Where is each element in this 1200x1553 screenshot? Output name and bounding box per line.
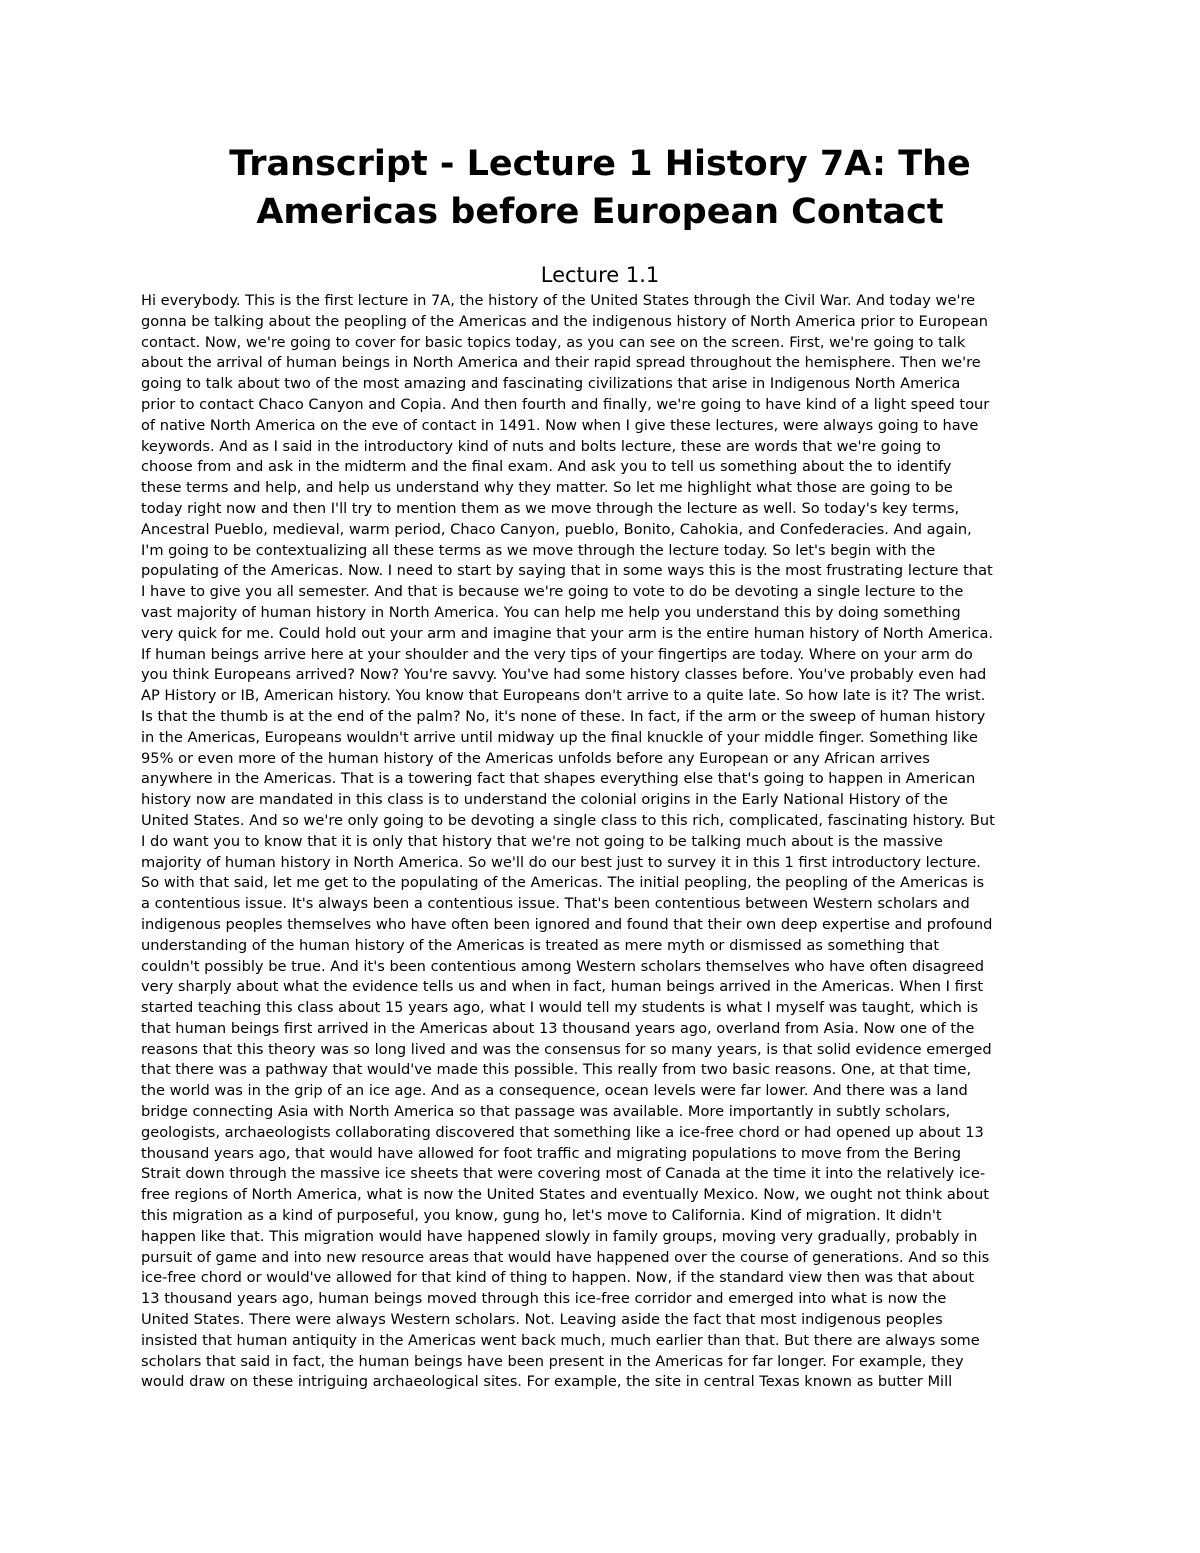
body-line: today right now and then I'll try to mention them as we move through the lecture as well. So today's key terms, <box>141 499 960 517</box>
section-heading: Lecture 1.1 <box>540 263 660 287</box>
body-line: couldn't possibly be true. And it's been contentious among Western scholars themselves who have often disagreed <box>141 957 984 975</box>
body-line: gonna be talking about the peopling of the Americas and the indigenous history of North America prior to European <box>141 312 989 330</box>
document-title <box>140 140 1060 236</box>
body-line: that human beings first arrived in the Americas about 13 thousand years ago, overland from Asia. Now one of the <box>141 1019 975 1037</box>
body-line: 95% or even more of the human history of the Americas unfolds before any European or any African arrives <box>141 749 930 767</box>
body-line: thousand years ago, that would have allowed for foot traffic and migrating populations to move from the Bering <box>141 1144 961 1162</box>
body-line: United States. And so we're only going to be devoting a single class to this rich, complicated, fascinating history. But <box>141 811 995 829</box>
body-line: choose from and ask in the midterm and the final exam. And ask you to tell us something about the to identify <box>141 458 952 476</box>
body-line: Ancestral Pueblo, medieval, warm period, Chaco Canyon, pueblo, Bonito, Cahokia, and Confederacies. And again, <box>141 520 972 538</box>
body-line: free regions of North America, what is now the United States and eventually Mexico. Now, we ought not think about <box>141 1186 989 1204</box>
body-line: these terms and help, and help us understand why they matter. So let me highlight what those are going to be <box>141 479 953 497</box>
body-line: happen like that. This migration would have happened slowly in family groups, moving very gradually, probably in <box>141 1227 978 1245</box>
body-line: If human beings arrive here at your shoulder and the very tips of your fingertips are today. Where on your arm do <box>141 645 973 663</box>
body-line: Strait down through the massive ice sheets that were covering most of Canada at the time it into the relatively ice- <box>141 1165 986 1183</box>
body-line: contact. Now, we're going to cover for basic topics today, as you can see on the screen. First, we're going to talk <box>141 333 966 351</box>
body-line: would draw on these intriguing archaeological sites. For example, the site in central Texas known as butter Mill <box>141 1373 953 1391</box>
body-line: of native North America on the eve of contact in 1491. Now when I give these lectures, were always going to have <box>141 416 979 434</box>
body-line: I'm going to be contextualizing all these terms as we move through the lecture today. So let's begin with the <box>141 541 936 559</box>
body-line: very quick for me. Could hold out your arm and imagine that your arm is the entire human history of North America. <box>141 624 994 642</box>
body-line: anywhere in the Americas. That is a towering fact that shapes everything else that's going to happen in American <box>141 770 976 788</box>
body-line: geologists, archaeologists collaborating discovered that something like a ice-free chord or had opened up about 13 <box>141 1123 984 1141</box>
body-line: majority of human history in North America. So we'll do our best just to survey it in this 1 first introductory lecture. <box>141 853 981 871</box>
body-line: prior to contact Chaco Canyon and Copia. And then fourth and finally, we're going to have kind of a light speed tour <box>141 395 990 413</box>
body-line: vast majority of human history in North America. You can help me help you understand this by doing something <box>141 603 961 621</box>
body-line: bridge connecting Asia with North America so that passage was available. More importantly in subtly scholars, <box>141 1103 951 1121</box>
body-line: keywords. And as I said in the introductory kind of nuts and bolts lecture, these are words that we're going to <box>141 437 941 455</box>
body-line: that there was a pathway that would've made this possible. This really from two basic reasons. One, at that time, <box>141 1061 972 1079</box>
body-line: started teaching this class about 15 years ago, what I would tell my students is what I myself was taught, which is <box>141 999 979 1017</box>
body-line: pursuit of game and into new resource areas that would have happened over the course of generations. And so this <box>141 1248 990 1266</box>
body-line: reasons that this theory was so long lived and was the consensus for so many years, is that solid evidence emerged <box>141 1040 992 1058</box>
body-line: very sharply about what the evidence tells us and when in fact, human beings arrived in the Americas. When I first <box>141 978 984 996</box>
body-line: I have to give you all semester. And that is because we're going to vote to do be devoting a single lecture to the <box>141 583 964 601</box>
body-line: insisted that human antiquity in the Americas went back much, much earlier than that. But there are always some <box>141 1331 980 1349</box>
transcript-body <box>141 291 1071 1393</box>
body-line: Hi everybody. This is the first lecture in 7A, the history of the United States through the Civil War. And today we're <box>141 292 976 309</box>
body-line: understanding of the human history of the Americas is treated as mere myth or dismissed as something that <box>141 936 940 954</box>
body-line: you think Europeans arrived? Now? You're savvy. You've had some history classes before. You've probably even had <box>141 666 987 684</box>
body-line: populating of the Americas. Now. I need to start by saying that in some ways this is the most frustrating lecture that <box>141 562 993 580</box>
body-line: history now are mandated in this class is to understand the colonial origins in the Early National History of the <box>141 791 948 809</box>
body-line: 13 thousand years ago, human beings moved through this ice-free corridor and emerged into what is now the <box>141 1290 947 1308</box>
body-line: scholars that said in fact, the human beings have been present in the Americas for far longer. For example, they <box>141 1352 964 1370</box>
body-line: indigenous peoples themselves who have often been ignored and found that their own deep expertise and profound <box>141 915 993 933</box>
body-line: going to talk about two of the most amazing and fascinating civilizations that arise in Indigenous North America <box>141 375 961 393</box>
body-line: AP History or IB, American history. You know that Europeans don't arrive to a quite late. So how late is it? The wrist. <box>141 687 986 705</box>
title-line-1: Transcript - Lecture 1 History 7A: The <box>229 144 971 184</box>
body-line: a contentious issue. It's always been a contentious issue. That's been contentious between Western scholars and <box>141 895 970 913</box>
body-line: this migration as a kind of purposeful, you know, gung ho, let's move to California. Kind of migration. It didn't <box>141 1207 942 1225</box>
body-line: in the Americas, Europeans wouldn't arrive until midway up the final knuckle of your middle finger. Something like <box>141 728 978 746</box>
body-line: the world was in the grip of an ice age. And as a consequence, ocean levels were far lower. And there was a land <box>141 1082 968 1100</box>
body-line: I do want you to know that it is only that history that we're not going to be talking much about is the massive <box>141 832 943 850</box>
body-line: about the arrival of human beings in North America and their rapid spread throughout the hemisphere. Then we're <box>141 354 981 372</box>
body-line: ice-free chord or would've allowed for that kind of thing to happen. Now, if the standard view then was that about <box>141 1269 975 1287</box>
body-line: So with that said, let me get to the populating of the Americas. The initial peopling, the peopling of the Americas is <box>141 874 985 892</box>
title-line-2: Americas before European Contact <box>256 192 944 232</box>
body-line: United States. There were always Western scholars. Not. Leaving aside the fact that most indigenous peoples <box>141 1311 943 1329</box>
body-line: Is that the thumb is at the end of the palm? No, it's none of these. In fact, if the arm or the sweep of human history <box>141 707 986 725</box>
